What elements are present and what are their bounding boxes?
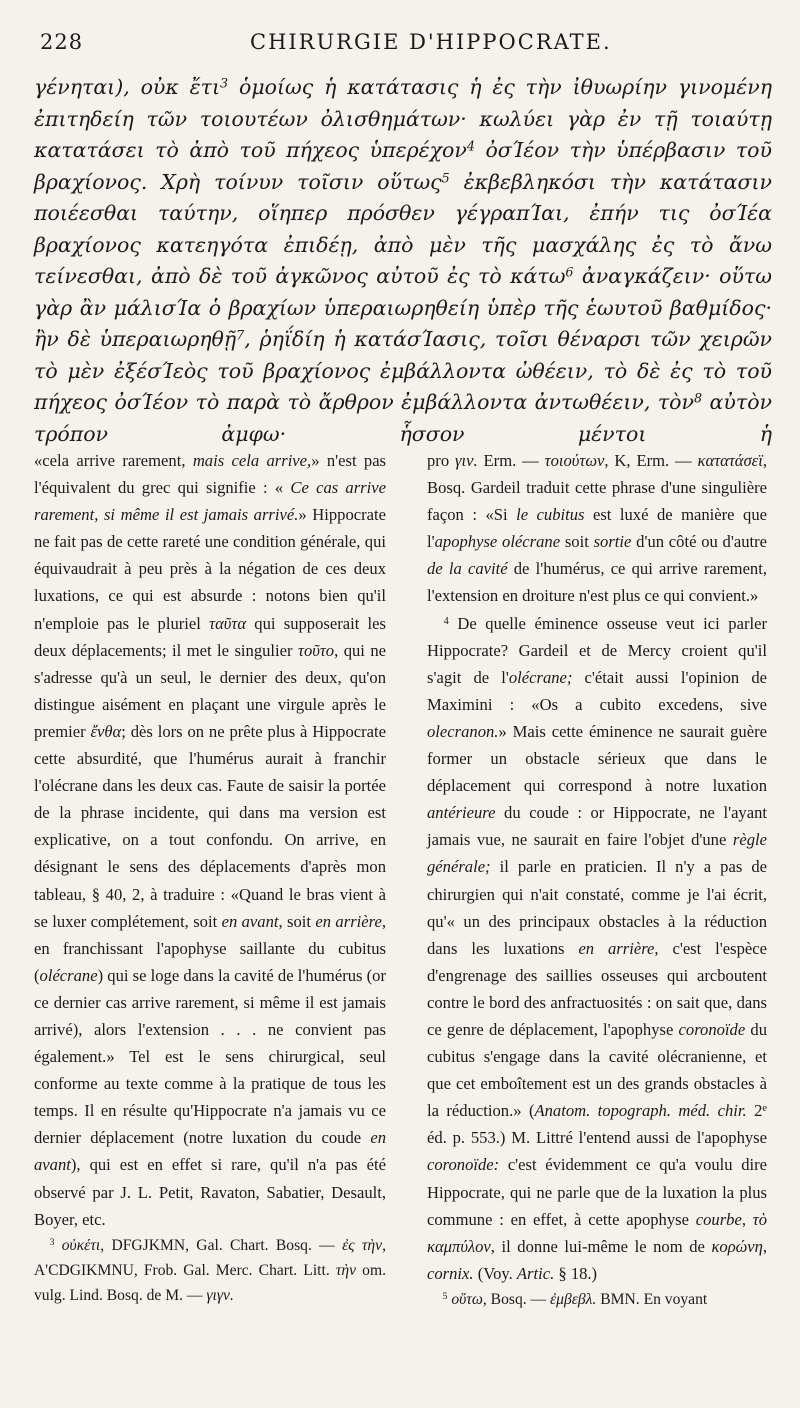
footnote-ref: 7 xyxy=(236,327,245,343)
greek-paragraph: γένηται), οὐκ ἔτι$^3$ ὁμοίως ἡ κατάτασις ἡ ἐς τὴν ἰθυωρίην γινομένη ἐπιτηδείη τῶν τοιουτέων ὀλισθημάτων· κωλύει γὰρ ἐν τῇ τοιαύτῃ κατατάσει τὸ ἀπὸ τοῦ πήχεος ὑπερέχον$^4$ ὀσΊέον τὴν ὑπέρβασιν τοῦ βραχίονος. Χρὴ τοίνυν τοῖσιν οὕτως$^5$ ἐκβεβληκόσι τὴν κατάτασιν ποιέεσθαι ταύτην, οἵηπερ πρόσθεν γέγραπΊαι, ἐπήν τις ὀσΊέα βραχίονος κατεηγότα ἐπιδέῃ, ἀπὸ μὲν τῆς μασχάλης ἐς τὸ ἄνω τείνεσθαι, ἀπὸ δὲ τοῦ ἀγκῶνος αὐτοῦ ἐς τὸ κάτω$^6$ ἀναγκάζειν· οὕτω γὰρ ἂν μάλισΊα ὁ βραχίων ὑπεραιωρηθείη ὑπὲρ τῆς ἑωυτοῦ βαθμίδος· ἢν δὲ ὑπεραιωρηθῇ$^7$, ῥηΐδίη ἡ κατάσΊασις, τοῖσι θέναρσι τῶν χειρῶν τὸ μὲν ἐξέσΊεὸς τοῦ βραχίονος ἐμβάλλοντα ὠθέειν, τὸ δὲ ἐς τὸ τοῦ πήχεος ὀσΊέον τὸ παρὰ τὸ ἄρθρον ἐμβάλλοντα ἀντωθέειν, τὸν$^8$ αὐτὸν τρόπον ἀμφω· ἧσσον μέντοι ἡ xyxy=(34,75,773,446)
footnote-number: 4 xyxy=(443,615,449,627)
greek-text-block xyxy=(34,72,772,450)
right-column-notes xyxy=(427,447,767,1312)
footnote-3: $^3$ οὐκέτι, DFGJKMN, Gal. Chart. Bosq. — ἐς τὴν, A'CDGIKMNU, Frob. Gal. Merc. Chart. Litt. τὴν om. vulg. Lind. Bosq. de M. — γιγν. xyxy=(34,1236,386,1304)
note-continuation: «cela arrive rarement, mais cela arrive,» n'est pas l'équivalent du grec qui signifie : « Ce cas arrive rarement, si même il est jamais arrivé.» Hippocrate ne fait pas de cette rareté une condition générale, qui équivaudrait à peu près à la négation de ces deux luxations, ce qui est absurde : notons bien qu'il n'emploie pas le pluriel ταῦτα qui supposerait les deux déplacements; il met le singulier τοῦτο, qui ne s'adresse qu'à un seul, le dernier des deux, qu'on distingue aisément en plaçant une virgule après le premier ἔνθα; dès lors on ne prête plus à Hippocrate cette absurdité, que l'humérus aurait à franchir l'olécrane dans les deux cas. Faute de saisir la portée de la phrase incidente, qui dans ma version est explicative, on a tout confondu. On arrive, en désignant le sens des déplacements d'après mon tableau, § 40, 2, à traduire : «Quand le bras vient à se luxer complétement, soit en avant, soit en arrière, en franchissant l'apophyse saillante du cubitus (olécrane) qui se loge dans la cavité de l'humérus (or ce dernier cas arrive rarement, si même il est jamais arrivé), alors l'extension . . . ne convient pas également.» Tel est le sens chirurgical, seul conforme au texte comme à la pratique de tous les temps. Il en résulte qu'Hippocrate n'a jamais vu ce dernier déplacement (notre luxation du coude en avant), qui est en effet si rare, qu'il n'a pas été observé par J. L. Petit, Ravaton, Sabatier, Desault, Boyer, etc. xyxy=(34,451,387,1229)
footnote-ref: 8 xyxy=(693,390,703,406)
page-header xyxy=(40,30,760,64)
footnote-number: 5 xyxy=(442,1291,448,1303)
footnote-ref: 5 xyxy=(441,170,450,186)
footnote-ref: 3 xyxy=(220,75,229,91)
footnote-3-continuation: pro γιν. Erm. — τοιούτων, K, Erm. — κατατάσεϊ, Bosq. Gardeil traduit cette phrase d'une singulière façon : «Si le cubitus est luxé de manière que l'apophyse olécrane soit sortie d'un côté ou d'autre de la cavité de l'humérus, ce qui arrive rarement, l'extension en droiture n'est plus ce qui convient.» xyxy=(427,451,767,606)
left-column-notes xyxy=(34,447,386,1308)
page-number: 228 xyxy=(40,30,84,54)
footnote-ref: 4 xyxy=(466,138,475,154)
footnote-5: $^5$ οὕτω, Bosq. — ἐμβεβλ. BMN. En voyant xyxy=(442,1290,708,1308)
footnote-4: $^4$ De quelle éminence osseuse veut ici parler Hippocrate? Gardeil et de Mercy croient qu'il s'agit de l'olécrane; c'était aussi l'opinion de Maximini : «Os a cubito excedens, sive olecranon.» Mais cette éminence ne saurait guère former un obstacle sérieux que dans le déplacement qui correspond à notre luxation antérieure du coude : or Hippocrate, ne l'ayant jamais vue, ne saurait en faire l'objet d'une règle générale; il parle en praticien. Il n'y a pas de chirurgien qui n'ait constaté, comme je l'ai écrit, qu'« un des principaux obstacles à la réduction dans les luxations en arrière, c'est l'espèce d'engrenage des saillies osseuses qui arcboutent contre le bord des anfractuosités : on sait que, dans ce genre de déplacement, l'apophyse coronoïde du cubitus s'engage dans la cavité olécranienne, et que cet emboîtement est un des grands obstacles à la réduction.» (Anatom. topograph. méd. chir. 2e éd. p. 553.) M. Littré l'entend aussi de l'apophyse coronoïde: c'est évidemment ce qu'a voulu dire Hippocrate, qui ne parle que de la luxation la plus commune : en effet, à cette apophyse courbe, τὸ καμπύλον, il donne lui-même le nom de κορώνη, cornix. (Voy. Artic. § 18.) xyxy=(427,613,768,1283)
footnote-number: 3 xyxy=(49,1236,55,1248)
footnote-ref: 6 xyxy=(565,264,574,280)
running-head: CHIRURGIE D'HIPPOCRATE. xyxy=(250,30,612,54)
